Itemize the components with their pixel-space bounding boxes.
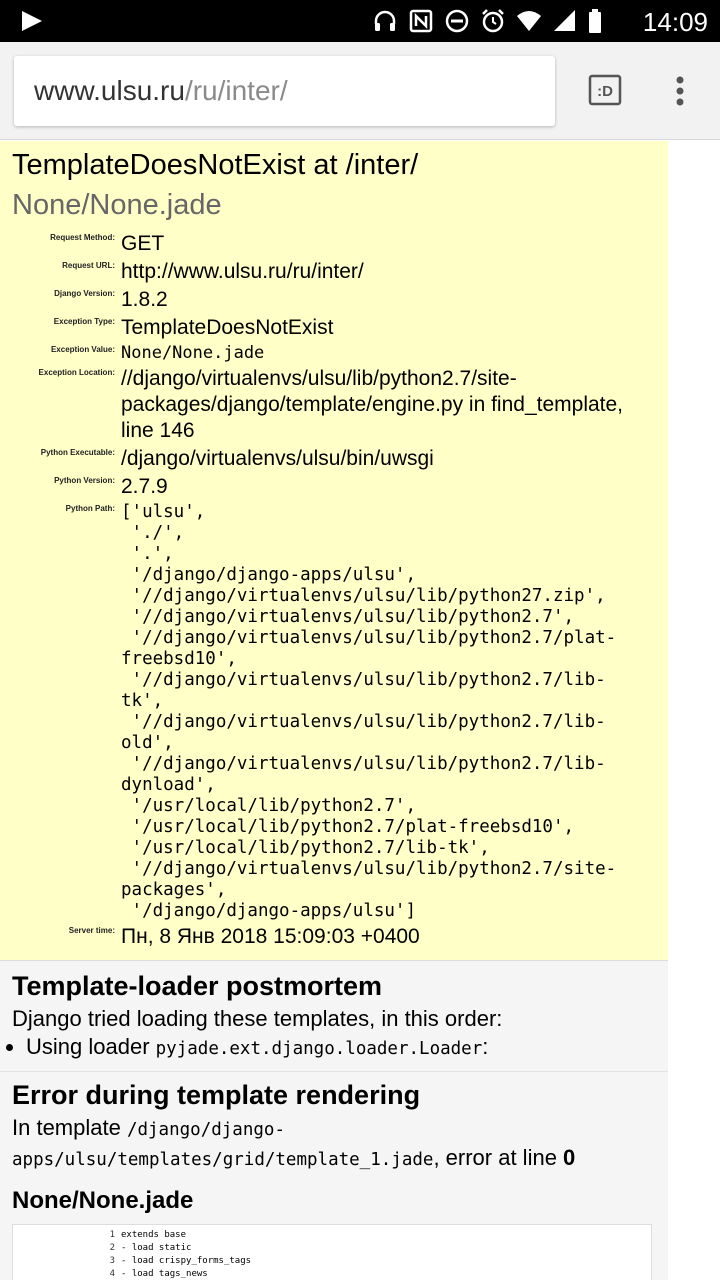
code-line	[13, 1242, 651, 1255]
error-title: TemplateDoesNotExist at /inter/	[12, 149, 419, 181]
line-number: 3	[109, 1256, 115, 1266]
meta-label: Server time:	[68, 926, 115, 935]
do-not-disturb-icon	[444, 8, 470, 34]
status-icons	[372, 8, 602, 34]
loader-prefix: Using loader	[26, 1034, 156, 1059]
clock: 14:09	[642, 7, 708, 37]
postmortem-intro: Django tried loading these templates, in this order:	[12, 1006, 503, 1031]
line-text: - load crispy_forms_tags	[121, 1256, 252, 1266]
line-text: - load tags_news	[121, 1269, 208, 1279]
meta-row-request-method	[12, 231, 656, 259]
url-path: /ru/inter/	[184, 75, 288, 106]
line-text: - load static	[121, 1243, 192, 1253]
render-error-message	[12, 1114, 656, 1174]
play-icon	[20, 10, 44, 32]
postmortem-section	[0, 961, 668, 1072]
meta-row-python-version	[12, 474, 656, 502]
url-host: www.ulsu.ru	[34, 75, 185, 106]
meta-label: Exception Value:	[50, 345, 115, 354]
meta-row-python-path	[12, 502, 656, 924]
error-summary	[0, 141, 668, 961]
code-line	[13, 1255, 651, 1268]
code-listing	[12, 1224, 652, 1280]
page-content	[0, 141, 668, 1280]
alarm-icon	[480, 8, 506, 34]
reader-mode-icon[interactable]	[588, 74, 622, 106]
list-item	[26, 1033, 656, 1063]
headphones-icon	[372, 8, 398, 34]
meta-label: Request URL:	[62, 261, 115, 270]
meta-label: Python Executable:	[40, 448, 115, 457]
meta-value: http://www.ulsu.ru/ru/inter/	[121, 260, 364, 283]
render-error-title: Error during template rendering	[12, 1080, 421, 1110]
in-template-label: In template	[12, 1115, 127, 1140]
loader-list	[26, 1033, 656, 1063]
error-line: 0	[563, 1145, 576, 1170]
meta-label: Python Path:	[65, 504, 115, 513]
meta-value: Пн, 8 Янв 2018 15:09:03 +0400	[121, 925, 420, 948]
template-heading: None/None.jade	[12, 1187, 194, 1214]
meta-row-server-time	[12, 924, 656, 952]
more-vert-icon[interactable]	[670, 74, 690, 108]
signal-icon	[552, 8, 578, 34]
code-line	[13, 1229, 651, 1242]
meta-row-exception-location	[12, 366, 656, 446]
meta-value: GET	[121, 232, 165, 255]
meta-row-exception-type	[12, 315, 656, 343]
render-error-section	[0, 1072, 668, 1280]
error-subtitle: None/None.jade	[12, 189, 222, 221]
meta-value: //django/virtualenvs/ulsu/lib/python2.7/site-packages/django/template/engine.py in find_template, line 146	[121, 367, 624, 442]
address-bar[interactable]	[14, 56, 555, 126]
status-bar	[0, 0, 720, 42]
meta-value: 1.8.2	[121, 288, 168, 311]
meta-label: Request Method:	[50, 233, 115, 242]
postmortem-title: Template-loader postmortem	[12, 971, 383, 1001]
meta-label: Exception Type:	[53, 317, 115, 326]
meta-row-django-version	[12, 287, 656, 315]
meta-table	[12, 231, 656, 952]
line-number: 2	[109, 1243, 115, 1253]
browser-toolbar	[0, 42, 720, 140]
meta-label: Python Version:	[54, 476, 115, 485]
loader-suffix: :	[482, 1034, 489, 1059]
meta-value: /django/virtualenvs/ulsu/bin/uwsgi	[121, 447, 434, 470]
svg-text::D: :D	[597, 83, 613, 100]
meta-label: Django Version:	[54, 289, 115, 298]
meta-row-exception-value	[12, 343, 656, 366]
meta-label: Exception Location:	[38, 368, 115, 377]
python-path-value: ['ulsu', './', '.', '/django/django-apps/ulsu', '//django/virtualenvs/ulsu/lib/python27.zip', '//django/virtualenvs/ulsu/lib/python2.7', '//django/virtualenvs/ulsu/lib/python2.7/plat- freebsd10', '//django/virtualenvs/ulsu/lib/python2.7/lib- tk', '//django/virtualenvs/ulsu/lib/python2.7/lib- old', '//django/virtualenvs/ulsu/lib/python2.7/lib- dynload', '/usr/local/lib/python2.7', '/usr/local/lib/python2.7/plat-freebsd10', '/usr/local/lib/python2.7/lib-tk', '//django/virtualenvs/ulsu/lib/python2.7/site- packages', '/django/django-apps/ulsu']	[121, 502, 617, 921]
code-line	[13, 1268, 651, 1280]
wifi-icon	[516, 8, 542, 34]
line-text: extends base	[121, 1230, 187, 1240]
url-text[interactable]	[34, 75, 288, 107]
error-at-label: , error at line	[433, 1145, 564, 1170]
loader-name: pyjade.ext.django.loader.Loader	[155, 1039, 483, 1059]
line-number: 4	[109, 1269, 115, 1279]
meta-value: 2.7.9	[121, 475, 168, 498]
line-number: 1	[109, 1230, 115, 1240]
nfc-icon	[408, 8, 434, 34]
meta-row-python-executable	[12, 446, 656, 474]
template-path: /django/django-apps/ulsu/templates/grid/template_1.jade	[12, 1120, 434, 1170]
battery-icon	[588, 8, 602, 34]
meta-value: TemplateDoesNotExist	[121, 316, 334, 339]
meta-value: None/None.jade	[121, 343, 265, 363]
meta-row-request-url	[12, 259, 656, 287]
